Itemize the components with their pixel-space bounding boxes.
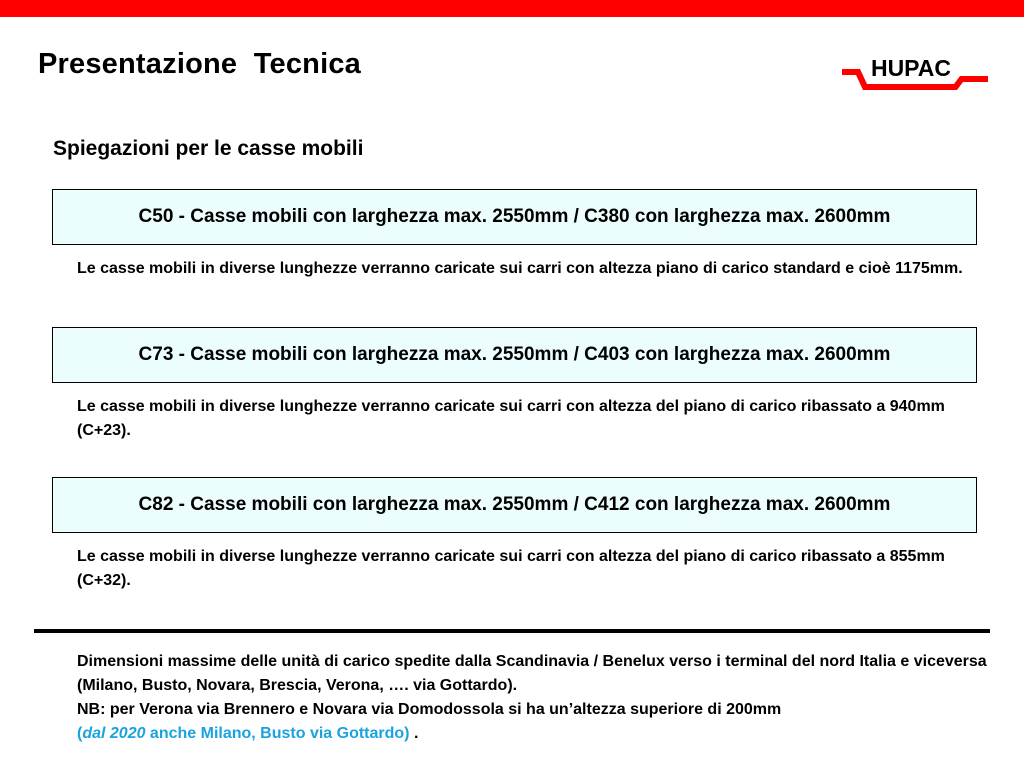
page-title: Presentazione Tecnica [38,48,361,80]
section-title: Spiegazioni per le casse mobili [53,137,364,160]
note-text: anche Milano, Busto via Gottardo) [145,725,410,742]
divider [34,629,990,633]
footer-dimensions-text: Dimensioni massime delle unità di carico spedite dalla Scandinavia / Benelux verso i terminal del nord Italia e viceversa (Milano, Busto, Novara, Brescia, Verona, …. via Gottardo). [77,653,987,694]
spec-description-c73: Le casse mobili in diverse lunghezze verranno caricate sui carri con altezza del piano di carico ribassato a 940mm (C+23). [77,398,945,439]
note-open: ( [77,725,83,742]
note-end: . [409,725,419,742]
hupac-logo [842,52,990,90]
spec-description-c82: Le casse mobili in diverse lunghezze verranno caricate sui carri con altezza del piano di carico ribassato a 855mm (C+32). [77,548,945,589]
top-accent-bar [0,0,1024,17]
spec-box-c82: C82 - Casse mobili con larghezza max. 2550mm / C412 con larghezza max. 2600mm [52,477,977,533]
footer-note [77,722,997,746]
spec-description-c50: Le casse mobili in diverse lunghezze verranno caricate sui carri con altezza piano di carico standard e cioè 1175mm. [77,260,963,277]
spec-box-c50: C50 - Casse mobili con larghezza max. 2550mm / C380 con larghezza max. 2600mm [52,189,977,245]
note-italic: dal 2020 [82,725,146,742]
spec-box-c73: C73 - Casse mobili con larghezza max. 2550mm / C403 con larghezza max. 2600mm [52,327,977,383]
footer-notes [77,650,997,746]
svg-text:HUPAC: HUPAC [870,55,952,81]
footer-nb-text: NB: per Verona via Brennero e Novara via Domodossola si ha un’altezza superiore di 200mm [77,701,782,718]
